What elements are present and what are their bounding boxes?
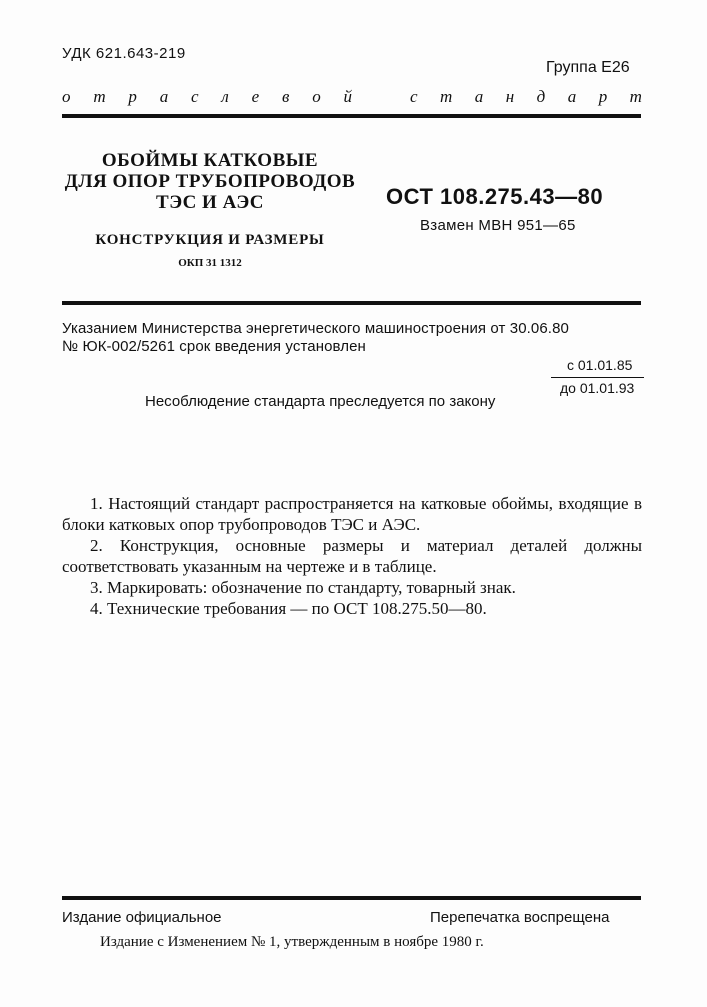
middle-rule: [62, 301, 641, 305]
title-line-1: ОБОЙМЫ КАТКОВЫЕ: [101, 150, 319, 171]
top-rule: [62, 114, 641, 118]
dates-divider: [551, 377, 644, 378]
reprint-prohibited: Перепечатка воспрещена: [430, 909, 610, 926]
main-text: [62, 493, 642, 619]
standard-code: ОСТ 108.275.43—80: [386, 184, 604, 209]
amendment-note: Издание с Изменением № 1, утвержденным в ноябре 1980 г.: [100, 934, 484, 950]
group-code: Группа Е26: [546, 59, 630, 76]
standard-banner: [62, 87, 642, 107]
title-line-2: ДЛЯ ОПОР ТРУБОПРОВОДОВ: [64, 171, 356, 192]
banner-word-1: о т р а с л е в о й: [62, 87, 352, 106]
legal-notice: Несоблюдение стандарта преследуется по закону: [145, 393, 496, 410]
decree-line-2: № ЮК-002/5261 срок введения установлен: [62, 338, 366, 355]
effective-from: с 01.01.85: [567, 357, 633, 373]
official-edition: Издание официальное: [62, 909, 222, 926]
okp-code: ОКП 31 1312: [178, 257, 242, 269]
effective-to: до 01.01.93: [560, 380, 635, 396]
paragraph-1: 1. Настоящий стандарт распространяется на катковые обоймы, входящие в блоки катковых опор трубопроводов ТЭС и АЭС.: [62, 494, 642, 534]
paragraph-4: 4. Технические требования — по ОСТ 108.275.50—80.: [90, 599, 487, 618]
document-title: [60, 150, 360, 213]
decree-text: [62, 320, 646, 356]
document-subtitle: КОНСТРУКЦИЯ И РАЗМЕРЫ: [95, 232, 325, 248]
paragraph-3: 3. Маркировать: обозначение по стандарту, товарный знак.: [90, 578, 516, 597]
bottom-rule: [62, 896, 641, 900]
udk-code: УДК 621.643-219: [62, 45, 186, 62]
replaces-note: Взамен МВН 951—65: [420, 217, 576, 234]
decree-line-1: Указанием Министерства энергетического машиностроения от 30.06.80: [62, 320, 569, 337]
banner-word-2: с т а н д а р т: [410, 87, 642, 106]
paragraph-2: 2. Конструкция, основные размеры и материал деталей должны соответствовать указанным на чертеже и в таблице.: [62, 536, 642, 576]
title-line-3: ТЭС И АЭС: [156, 192, 264, 213]
